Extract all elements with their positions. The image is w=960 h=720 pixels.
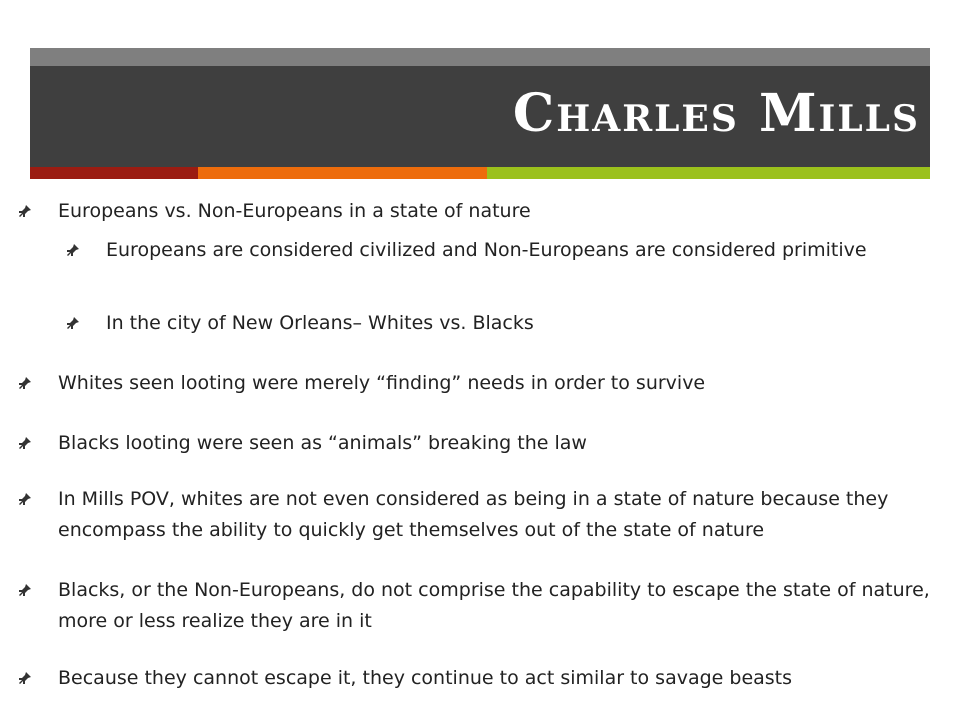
pin-icon [65,316,80,331]
pin-icon [17,436,32,451]
sub-bullet-item [106,235,906,266]
bullet-item [58,575,946,637]
pin-icon [65,243,80,258]
pin-icon [17,671,32,686]
pin-icon [17,583,32,598]
bullet-item [58,663,946,694]
pin-icon [17,204,32,219]
bullet-item [58,368,946,399]
bullet-item [58,196,946,227]
pin-icon [17,492,32,507]
bullet-item [58,428,946,459]
bullet-text: Europeans vs. Non-Europeans in a state of nature [58,200,531,222]
sub-bullet-text: In the city of New Orleans– Whites vs. Blacks [106,312,534,334]
bullet-item [58,484,946,546]
pin-icon [17,376,32,391]
bullet-text: In Mills POV, whites are not even considered as being in a state of nature because they encompass the ability to quickly get themselves out of the state of nature [58,488,889,541]
sub-bullet-item [106,308,906,339]
slide-title: Charles Mills [512,83,920,144]
sub-bullet-text: Europeans are considered civilized and Non-Europeans are considered primitive [106,239,867,261]
bullet-text: Blacks looting were seen as “animals” breaking the law [58,432,587,454]
bullet-text: Because they cannot escape it, they continue to act similar to savage beasts [58,667,793,689]
bullet-text: Blacks, or the Non-Europeans, do not comprise the capability to escape the state of nature, more or less realize they are in it [58,579,930,632]
bullet-text: Whites seen looting were merely “finding” needs in order to survive [58,372,706,394]
